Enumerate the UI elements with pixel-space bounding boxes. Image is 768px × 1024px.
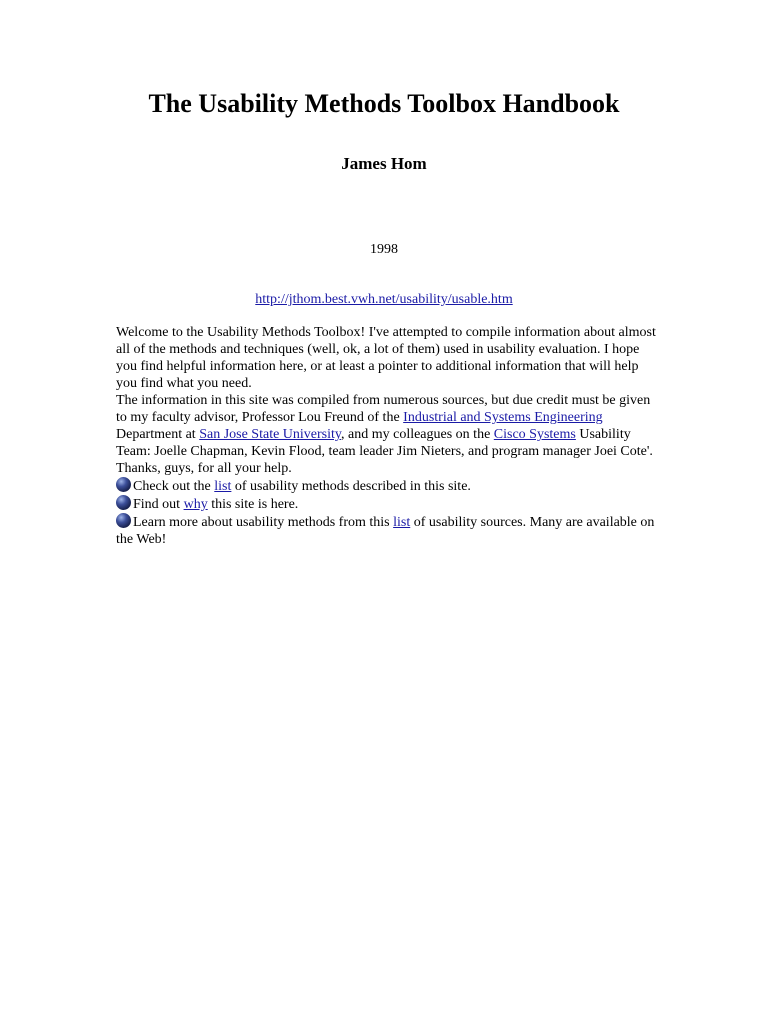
credits-text: Department at: [116, 427, 200, 442]
main-content: [116, 324, 656, 548]
blue-ball-icon: [116, 477, 131, 492]
methods-list-link[interactable]: list: [214, 479, 232, 494]
bullet-text: of usability methods described in this site.: [231, 479, 471, 494]
url-line: [0, 290, 768, 310]
industrial-systems-engineering-link[interactable]: Industrial and Systems Engineering: [403, 410, 603, 425]
credits-text: , and my colleagues on the: [341, 427, 494, 442]
sources-list-link[interactable]: list: [393, 515, 411, 530]
credits-text: Usability Team: Joelle Chapman, Kevin Flood, team leader Jim Nieters, and program manager Joei Cote'. Thanks, guys, for all your help.: [116, 427, 653, 476]
bullet-item-why: [116, 495, 656, 513]
site-url-link[interactable]: http://jthom.best.vwh.net/usability/usable.htm: [255, 292, 513, 307]
bullet-text: this site is here.: [207, 497, 299, 512]
bullet-text: Find out: [133, 497, 184, 512]
bullet-text: Learn more about usability methods from this: [133, 515, 394, 530]
credits-text: The information in this site was compiled from numerous sources, but due credit must be given to my faculty advisor, Professor Lou Freund of the: [116, 393, 651, 425]
bullet-text: Check out the: [133, 479, 215, 494]
why-link[interactable]: why: [183, 497, 208, 512]
blue-ball-icon: [116, 513, 131, 528]
page-title: The Usability Methods Toolbox Handbook: [148, 89, 620, 118]
credits-paragraph: [116, 392, 656, 477]
author-name: James Hom: [341, 154, 427, 173]
san-jose-state-link[interactable]: San Jose State University: [199, 427, 341, 442]
bullet-item-methods-list: [116, 477, 656, 495]
bullet-item-sources-list: [116, 513, 656, 548]
cisco-systems-link[interactable]: Cisco Systems: [493, 427, 576, 442]
blue-ball-icon: [116, 495, 131, 510]
intro-paragraph: Welcome to the Usability Methods Toolbox! I've attempted to compile information about almost all of the methods and techniques (well, ok, a lot of them) used in usability evaluation. I hope you find helpful information here, or at least a pointer to additional information that will help you find what you need.: [116, 325, 656, 391]
bullet-text: of usability sources. Many are available on the Web!: [116, 515, 655, 547]
publication-year: 1998: [370, 242, 398, 257]
